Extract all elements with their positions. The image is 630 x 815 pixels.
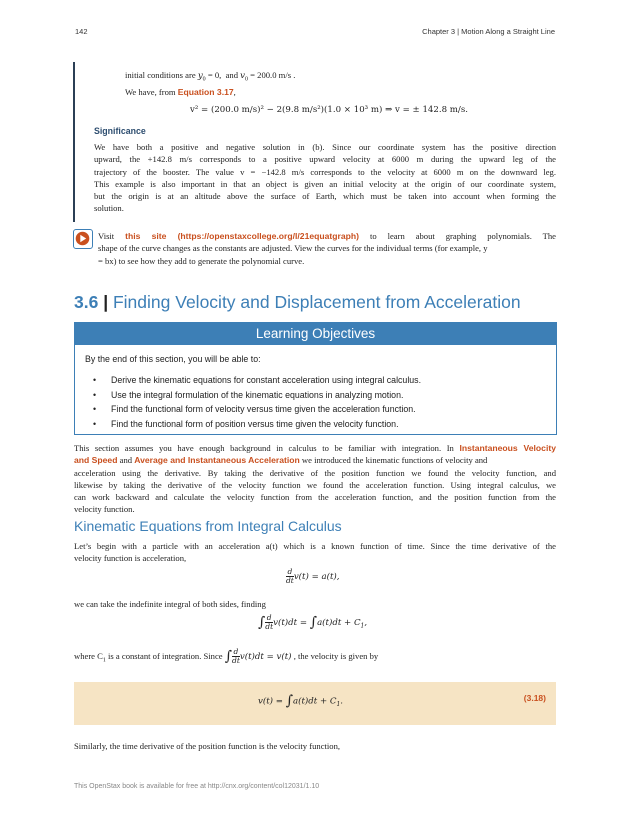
subsection-paragraph-4: Similarly, the time derivative of the position function is the velocity function, (74, 741, 341, 751)
subsection-paragraph-3: where $C_1$ is a constant of integration. Since ∫ $\frac{d}{dt}$ v(t)dt = v(t) , the velocity is given by (74, 647, 379, 665)
significance-line: trajectory of the booster. The value v = −142.8 m/s corresponds to the velocity at 6000 m on the downward leg. (94, 166, 556, 177)
significance-line: upward, the +142.8 m/s corresponds to a positive upward velocity at 6000 m during the upward leg of the (94, 154, 556, 165)
learning-objectives-box (74, 322, 557, 435)
section-title: 3.6 | Finding Velocity and Displacement from Acceleration (74, 292, 521, 312)
derivative-equation: $\frac{d}{dt}$ v(t) = a(t), (286, 567, 340, 585)
significance-line: This example is also important in that an object is given an initial velocity at the origin of our coordinate system, (94, 178, 556, 189)
instantaneous-velocity-link[interactable]: Instantaneous Velocity (459, 443, 556, 453)
subsection-paragraph-1: Let’s begin with a particle with an acceleration a(t) which is a known function of time. Since the time derivative of the velocity function is acceleration, (74, 541, 556, 564)
instantaneous-velocity-link-cont[interactable]: and Speed (74, 455, 118, 466)
significance-heading: Significance (94, 126, 146, 136)
footer-text: This OpenStax book is available for free at http://cnx.org/content/col12031/1.10 (74, 783, 320, 790)
intro-paragraph: This section assumes you have enough background in calculus to be familiar with integration. In Instantaneous Velocity and Speed and Average and Instantaneous Acceleration we introduced the kinematic functions of velocity and acceleration using the derivative. By taking the derivative of the position function we found the velocity function, and likewise by taking the derivative of the velocity function we found the acceleration function. Using integral calculus, we can work backward and calculate the velocity function from the acceleration function, and the position function from the velocity function. (74, 443, 556, 515)
interactive-line: = bx) to see how they add to generate the polynomial curve. (98, 255, 305, 266)
equation-3-18-box (74, 682, 556, 725)
learning-objectives-heading: Learning Objectives (75, 323, 556, 345)
equation-number: (3.18) (523, 693, 546, 703)
average-acceleration-link[interactable]: Average and Instantaneous Acceleration (134, 455, 300, 466)
learning-objectives-intro: By the end of this section, you will be able to: (85, 354, 261, 364)
intro-line: velocity function. (74, 504, 135, 515)
example-left-bar (73, 62, 75, 222)
integral-equation: ∫ $\frac{d}{dt}$ $v(t)dt = \int a(t)dt + C_1$, (258, 613, 368, 631)
graphing-site-link[interactable]: this site (https://openstaxcollege.org/l/21equatgraph) (125, 231, 360, 241)
intro-line: likewise by taking the derivative of the velocity function we found the acceleration function. Using integral calculus, we (74, 479, 556, 490)
interactive-paragraph: Visit this site (https://openstaxcollege.org/l/21equatgraph) to learn about graphing polynomials. The shape of the curve changes as the constants are adjusted. View the curves for the individual terms (for example, y = bx) to see how they add to generate the polynomial curve. (98, 231, 556, 266)
significance-line: solution. (94, 203, 124, 214)
significance-line: We have both a positive and negative solution in (b). Since our coordinate system has the positive direction (94, 142, 556, 152)
subsection-paragraph-2: we can take the indefinite integral of both sides, finding (74, 599, 266, 609)
intro-line: acceleration using the derivative. By taking the derivative of the position function we found the velocity function, and (74, 467, 556, 478)
chapter-title: Chapter 3 | Motion Along a Straight Line (422, 27, 555, 36)
subsection-title: Kinematic Equations from Integral Calculus (74, 518, 342, 534)
result-equation: v² = (200.0 m/s)² − 2(9.8 m/s²)(1.0 × 10³ m) ⇒ v = ± 142.8 m/s. (190, 105, 468, 115)
page-number: 142 (75, 27, 88, 36)
significance-paragraph (94, 141, 556, 215)
objective-item: • Find the functional form of position versus time given the velocity function. (83, 417, 543, 432)
play-icon[interactable] (73, 229, 93, 249)
initial-conditions-line: initial conditions are $y_0 = 0$, and $v_0 = 200.0$ m/s . (125, 70, 296, 83)
objective-item: • Derive the kinematic equations for constant acceleration using integral calculus. (83, 373, 543, 388)
objective-item: • Find the functional form of velocity versus time given the acceleration function. (83, 402, 543, 417)
intro-line: can work backward and calculate the velocity function from the acceleration function, and the position function from the (74, 492, 556, 503)
objective-item: • Use the integral formulation of the kinematic equations in analyzing motion. (83, 388, 543, 403)
have-from-line: We have, from Equation 3.17, (125, 87, 236, 97)
learning-objectives-list (83, 373, 543, 431)
significance-line: but the origin is at an altitude above the surface of Earth, which must be taken into account when forming the (94, 191, 556, 202)
velocity-integral-equation: $v(t) = \int a(t)dt + C_1$. (258, 693, 344, 709)
equation-3-17-link[interactable]: Equation 3.17 (177, 87, 234, 97)
interactive-line: shape of the curve changes as the constants are adjusted. View the curves for the individual terms (for example, y (98, 243, 488, 254)
